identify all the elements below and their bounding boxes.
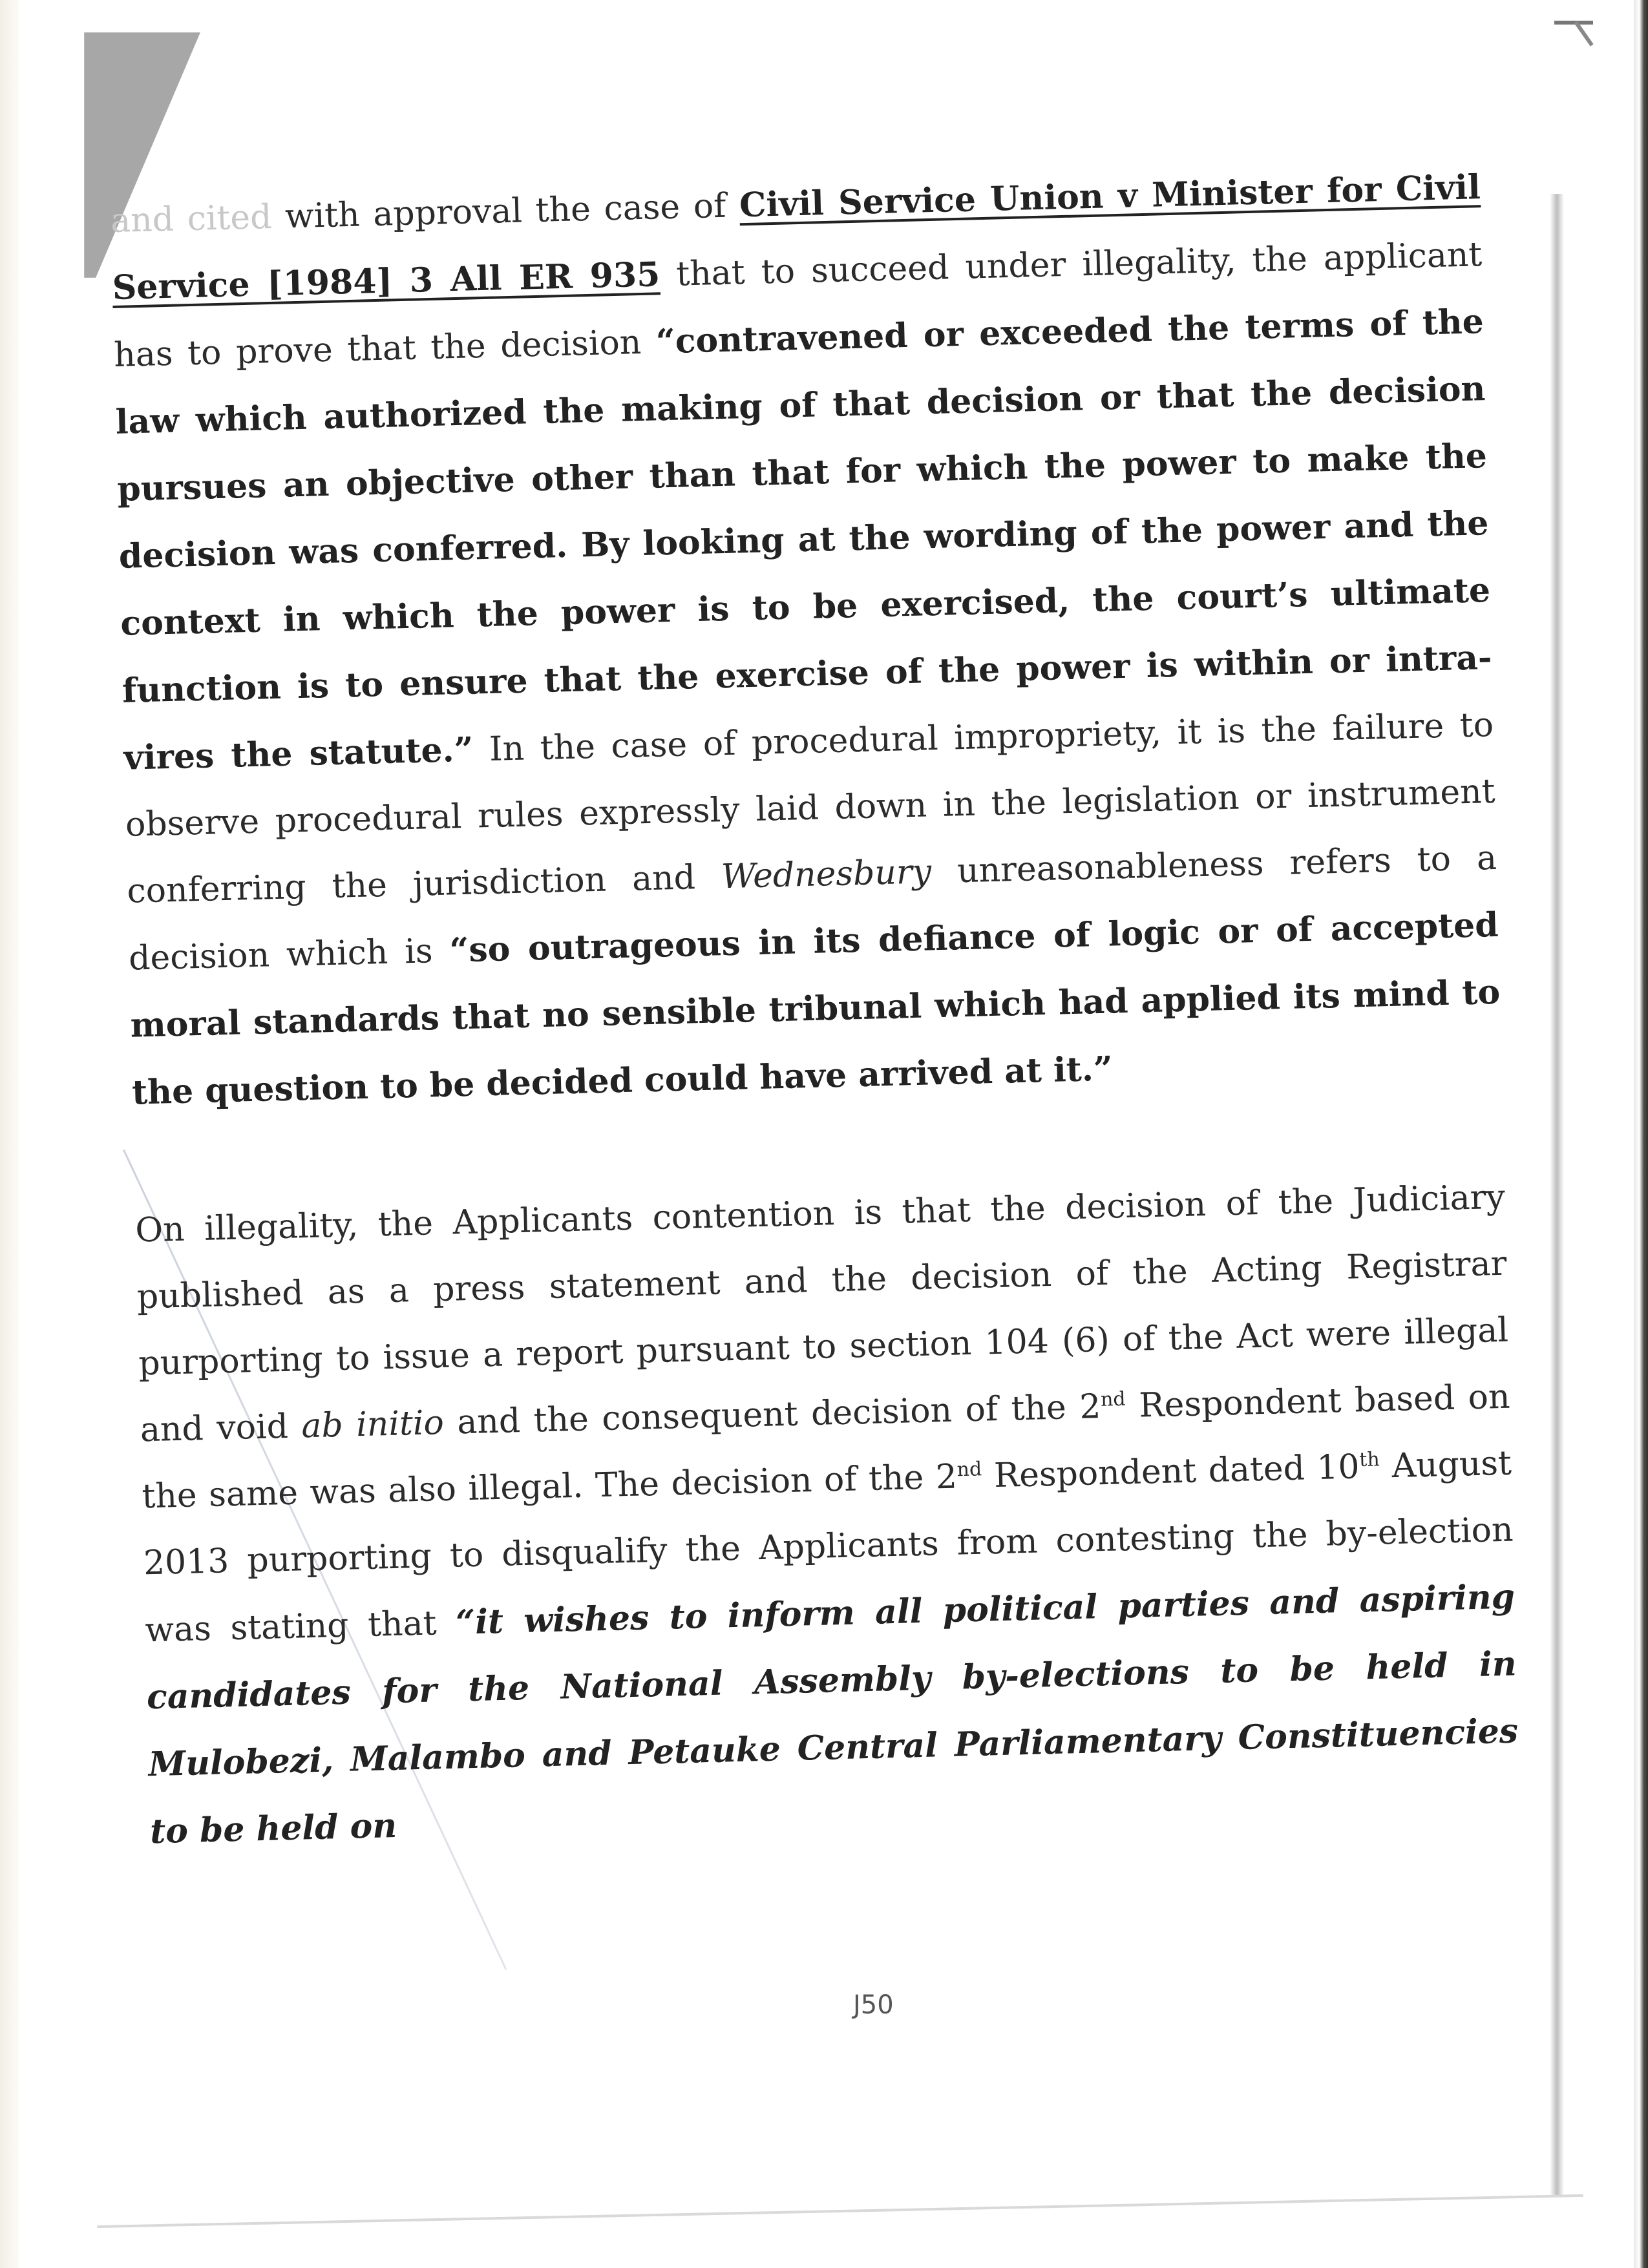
ordinal-suffix: th bbox=[1358, 1448, 1380, 1472]
ab-initio-term: ab initio bbox=[301, 1403, 445, 1446]
scan-right-shadow bbox=[1550, 194, 1564, 2197]
case-citation: Civil Service Union v Minister for Civil Service [1984] 3 All ER 935 bbox=[112, 167, 1481, 308]
ordinal-suffix: nd bbox=[1100, 1387, 1126, 1411]
text-segment: and the consequent decision of the 2 bbox=[443, 1387, 1102, 1442]
quoted-statement: “it wishes to inform all political parties and aspiring candidates for the National Assembly by-elections to be held in Mulobezi, Malambo and Petauke Central Parliamentary Constituencies to be held on bbox=[146, 1577, 1519, 1852]
page-number: J50 bbox=[853, 1990, 894, 2020]
faded-text: and cited bbox=[110, 197, 273, 240]
paragraph-1 bbox=[110, 154, 1503, 1126]
paragraph-2 bbox=[134, 1164, 1521, 1865]
scan-right-border bbox=[1634, 0, 1648, 2268]
scan-left-edge bbox=[0, 0, 19, 2268]
ordinal-suffix: nd bbox=[956, 1458, 982, 1482]
text-segment: On illegality, the Applicants contention is that the decision of the Judiciary published as a press statement and the decision of the Acting Registrar purporting to issue a report pursuant to section 104 (6) of the Act were illegal and void bbox=[134, 1177, 1509, 1450]
text-segment: Respondent based on the same was also illegal. The decision of the 2 bbox=[141, 1377, 1511, 1517]
text-segment: with approval the case of bbox=[271, 186, 740, 236]
bottom-fold-line bbox=[97, 2194, 1583, 2228]
body-text bbox=[110, 154, 1521, 1865]
text-segment: Respondent dated 10 bbox=[981, 1447, 1360, 1496]
text-segment: unreasonableness refers to a decision which is bbox=[128, 838, 1497, 978]
quoted-definition: “so outrageous in its defiance of logic or of accepted moral standards that no sensible tribunal which had applied its mind to the question to be decided could have arrived at it.” bbox=[129, 905, 1501, 1113]
text-segment: In the case of procedural impropriety, it is the failure to observe procedural rules expressly laid down in the legislation or instrument conferring the jurisdiction and bbox=[125, 705, 1496, 911]
text-segment: August 2013 purporting to disqualify the Applicants from contesting the by-election was stating that bbox=[143, 1444, 1514, 1650]
wednesbury-term: Wednesbury bbox=[721, 852, 932, 897]
text-segment: that to succeed under illegality, the applicant has to prove that the decision bbox=[113, 235, 1483, 375]
quoted-holding: “contravened or exceeded the terms of the law which authorized the making of that decision or that the decision pursues an objective other than that for which the power to make the decision was conferred. By looking at the wording of the power and the context in which the power is to be exercised, the court’s ultimate function is to ensure that the exercise of the power is within or intra-vires the statute.” bbox=[115, 302, 1493, 778]
corner-fold-mark bbox=[1554, 21, 1593, 57]
